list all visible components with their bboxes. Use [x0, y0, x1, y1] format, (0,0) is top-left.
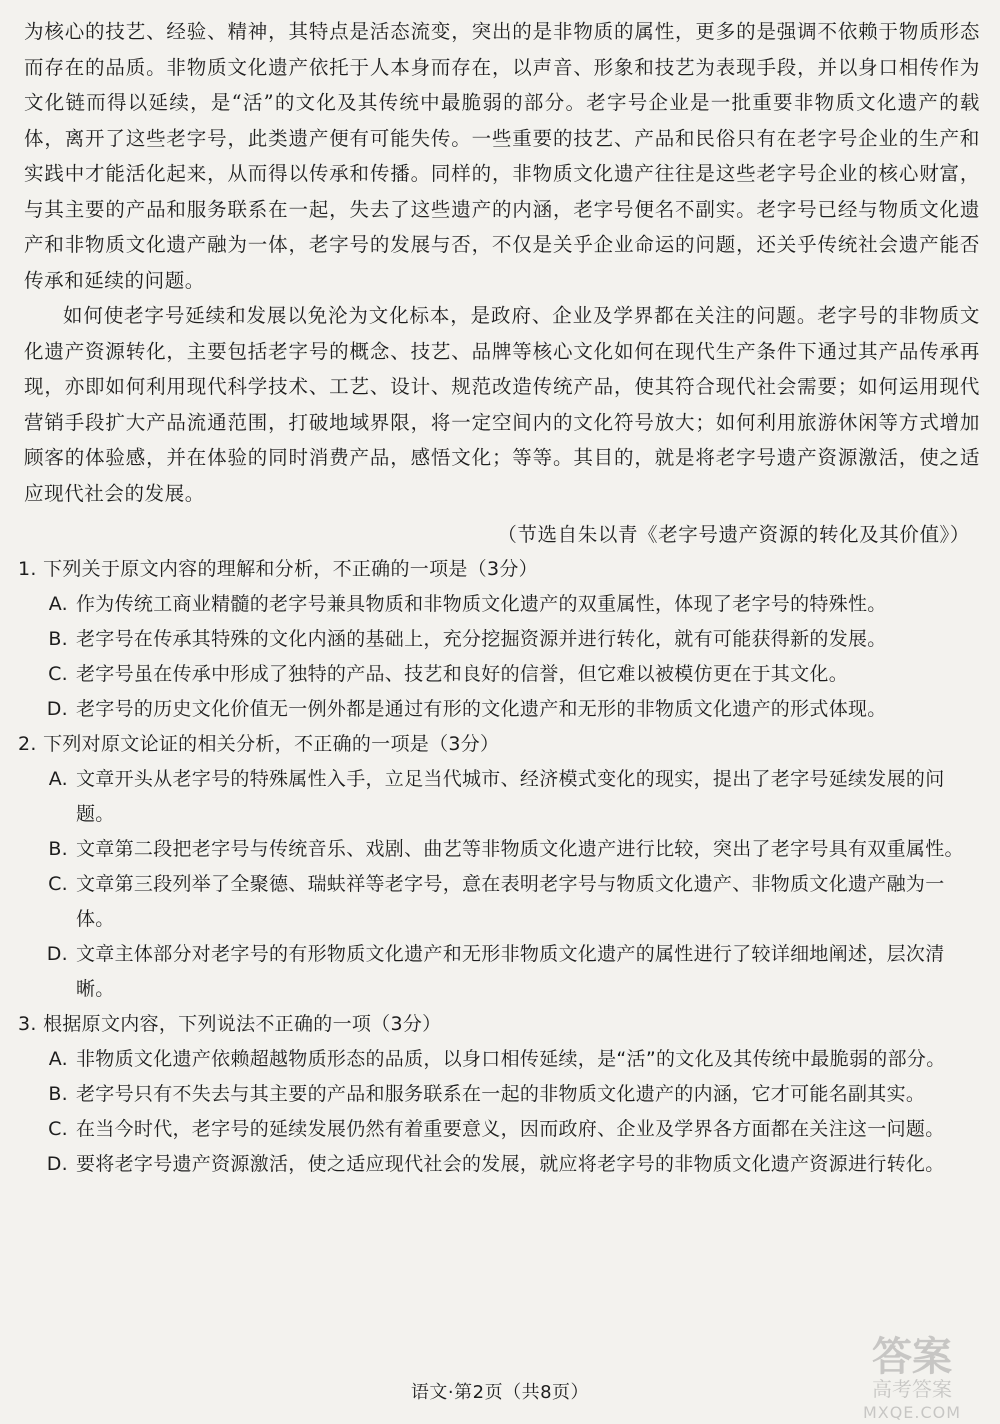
- option-d: [18, 692, 976, 727]
- question-2: [18, 727, 976, 1007]
- question-1: [18, 552, 976, 727]
- option-text: 老字号的历史文化价值无一例外都是通过有形的文化遗产和无形的非物质文化遗产的形式体现。: [76, 698, 887, 720]
- option-letter: A.: [48, 768, 68, 790]
- option-letter: A.: [48, 593, 68, 615]
- option-a: [18, 1042, 976, 1077]
- option-text: 老字号只有不失去与其主要的产品和服务联系在一起的非物质文化遗产的内涵，它才可能名副其实。: [76, 1083, 926, 1105]
- watermark-logo: [794, 1330, 994, 1424]
- option-d: [18, 937, 976, 1007]
- option-a: [18, 762, 976, 832]
- option-text: 文章主体部分对老字号的有形物质文化遗产和无形非物质文化遗产的属性进行了较详细地阐述，层次清晰。: [76, 943, 945, 1000]
- reading-passage: [24, 14, 980, 511]
- option-letter: C.: [48, 663, 68, 685]
- watermark-line2: 高考答案: [872, 1377, 952, 1401]
- passage-paragraph-2: 如何使老字号延续和发展以免沦为文化标本，是政府、企业及学界都在关注的问题。老字号的非物质文化遗产资源转化，主要包括老字号的概念、技艺、品牌等核心文化如何在现代生产条件下通过其产品传承再现，亦即如何利用现代科学技术、工艺、设计、规范改造传统产品，使其符合现代社会需要；如何运用现代营销手段扩大产品流通范围，打破地域界限，将一定空间内的文化符号放大；如何利用旅游休闲等方式增加顾客的体验感，并在体验的同时消费产品，感悟文化；等等。其目的，就是将老字号遗产资源激活，使之适应现代社会的发展。: [24, 304, 980, 505]
- page-footer: 语文·第2页（共8页）: [410, 1382, 590, 1403]
- option-text: 在当今时代，老字号的延续发展仍然有着重要意义，因而政府、企业及学界各方面都在关注这一问题。: [76, 1118, 945, 1140]
- option-b: [18, 622, 976, 657]
- option-b: [18, 832, 976, 867]
- option-b: [18, 1077, 976, 1112]
- question-stem: 1. 下列关于原文内容的理解和分析，不正确的一项是（3分）: [18, 558, 538, 580]
- option-text: 文章第三段列举了全聚德、瑞蚨祥等老字号，意在表明老字号与物质文化遗产、非物质文化遗产融为一体。: [76, 873, 945, 930]
- option-c: [18, 1112, 976, 1147]
- watermark-line1: 答案: [872, 1334, 952, 1380]
- option-letter: A.: [48, 1048, 68, 1070]
- passage-paragraph-1: 为核心的技艺、经验、精神，其特点是活态流变，突出的是非物质的属性，更多的是强调不依赖于物质形态而存在的品质。非物质文化遗产依托于人本身而存在，以声音、形象和技艺为表现手段，并以身口相传作为文化链而得以延续，是“活”的文化及其传统中最脆弱的部分。老字号企业是一批重要非物质文化遗产的载体，离开了这些老字号，此类遗产便有可能失传。一些重要的技艺、产品和民俗只有在老字号企业的生产和实践中才能活化起来，从而得以传承和传播。同样的，非物质文化遗产往往是这些老字号企业的核心财富，与其主要的产品和服务联系在一起，失去了这些遗产的内涵，老字号便名不副实。老字号已经与物质文化遗产和非物质文化遗产融为一体，老字号的发展与否，不仅是关乎企业命运的问题，还关乎传统社会遗产能否传承和延续的问题。: [24, 20, 980, 292]
- option-text: 非物质文化遗产依赖超越物质形态的品质，以身口相传延续，是“活”的文化及其传统中最脆弱的部分。: [76, 1048, 946, 1070]
- option-letter: B.: [48, 838, 68, 860]
- option-letter: D.: [46, 1153, 68, 1175]
- option-d: [18, 1147, 976, 1182]
- option-letter: C.: [48, 873, 68, 895]
- option-text: 作为传统工商业精髓的老字号兼具物质和非物质文化遗产的双重属性，体现了老字号的特殊性。: [76, 593, 887, 615]
- option-c: [18, 657, 976, 692]
- question-3: [18, 1007, 976, 1182]
- option-text: 文章开头从老字号的特殊属性入手，立足当代城市、经济模式变化的现实，提出了老字号延续发展的问题。: [76, 768, 945, 825]
- question-list: [18, 552, 976, 1182]
- option-text: 要将老字号遗产资源激活，使之适应现代社会的发展，就应将老字号的非物质文化遗产资源进行转化。: [76, 1153, 945, 1175]
- option-letter: B.: [48, 628, 68, 650]
- question-stem: 2. 下列对原文论证的相关分析，不正确的一项是（3分）: [18, 733, 500, 755]
- option-letter: B.: [48, 1083, 68, 1105]
- question-stem: 3. 根据原文内容，下列说法不正确的一项（3分）: [18, 1013, 442, 1035]
- option-letter: C.: [48, 1118, 68, 1140]
- option-letter: D.: [46, 943, 68, 965]
- option-c: [18, 867, 976, 937]
- option-text: 文章第二段把老字号与传统音乐、戏剧、曲艺等非物质文化遗产进行比较，突出了老字号具有双重属性。: [76, 838, 964, 860]
- option-letter: D.: [46, 698, 68, 720]
- passage-source: （节选自朱以青《老字号遗产资源的转化及其价值》）: [497, 523, 970, 546]
- option-text: 老字号虽在传承中形成了独特的产品、技艺和良好的信誉，但它难以被模仿更在于其文化。: [76, 663, 849, 685]
- watermark-url: MXQE.COM: [862, 1403, 962, 1422]
- option-text: 老字号在传承其特殊的文化内涵的基础上，充分挖掘资源并进行转化，就有可能获得新的发展。: [76, 628, 887, 650]
- option-a: [18, 587, 976, 622]
